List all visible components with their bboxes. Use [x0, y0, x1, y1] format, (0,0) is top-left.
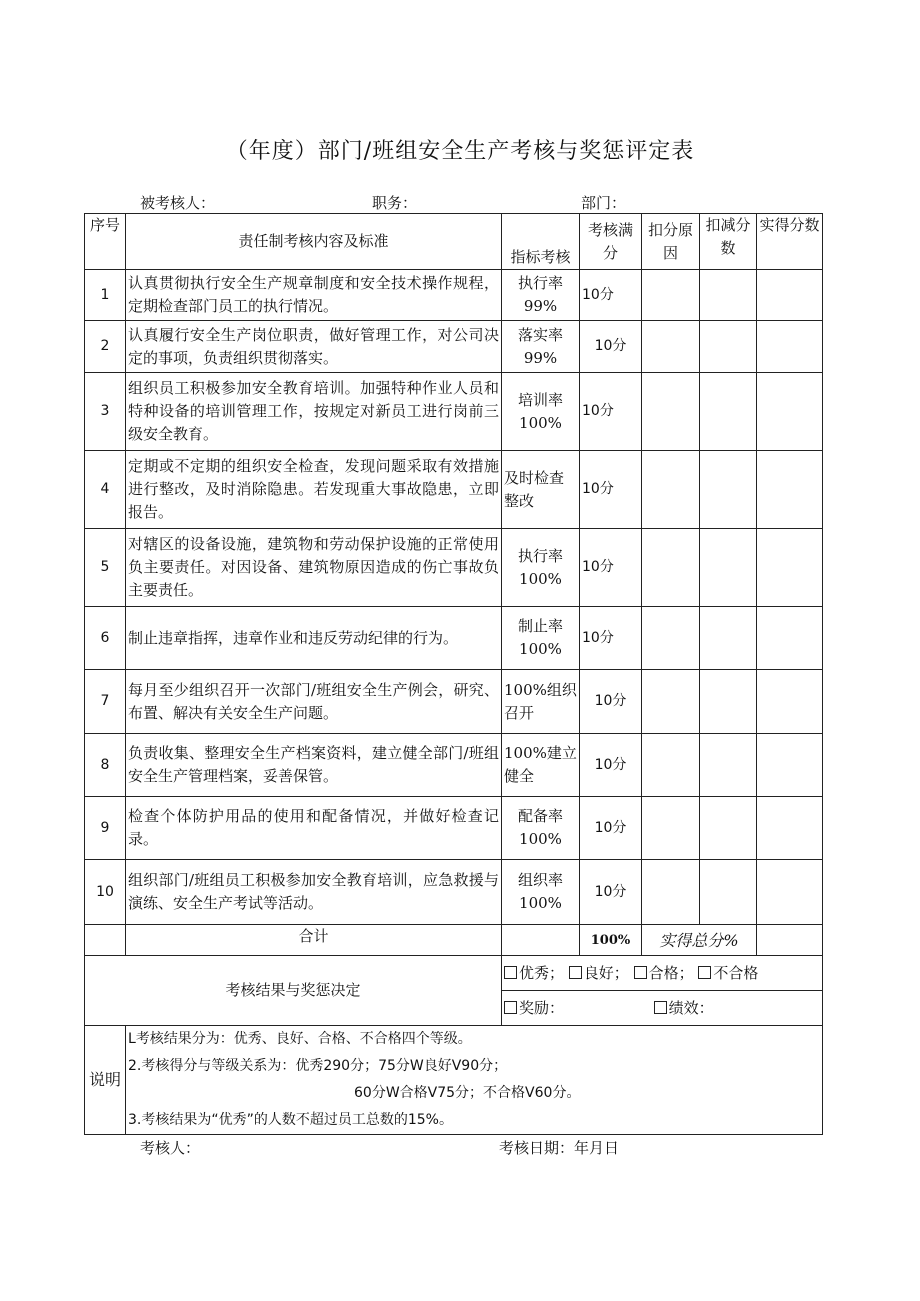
- table-row: [85, 670, 823, 734]
- row-number: 6: [85, 607, 126, 670]
- row-actual-score[interactable]: [757, 797, 823, 860]
- table-row: [85, 734, 823, 797]
- grade-pass-checkbox[interactable]: [634, 966, 647, 979]
- table-row: [85, 321, 823, 373]
- header-indicator: 指标考核: [502, 214, 580, 270]
- row-actual-score[interactable]: [757, 734, 823, 797]
- row-full-score: 10分: [580, 670, 642, 734]
- examiner-label: 考核人：: [140, 1139, 201, 1157]
- row-content: 制止违章指挥，违章作业和违反劳动纪律的行为。: [126, 607, 502, 670]
- row-indicator: 及时检查整改: [502, 451, 580, 529]
- row-actual-score[interactable]: [757, 670, 823, 734]
- grade-fail-checkbox[interactable]: [698, 966, 711, 979]
- row-content: 认真贯彻执行安全生产规章制度和安全技术操作规程，定期检查部门员工的执行情况。: [126, 270, 502, 321]
- row-content: 检查个体防护用品的使用和配备情况，并做好检查记录。: [126, 797, 502, 860]
- table-row: [85, 860, 823, 925]
- row-deduct-score[interactable]: [700, 797, 757, 860]
- row-content: 组织部门/班组员工积极参加安全教育培训，应急救援与演练、安全生产考试等活动。: [126, 860, 502, 925]
- row-indicator: 培训率100%: [502, 373, 580, 451]
- grade-good-checkbox[interactable]: [569, 966, 582, 979]
- total-full-score: 100%: [580, 925, 642, 956]
- row-number: 9: [85, 797, 126, 860]
- note-line-3: 60分W合格V75分；不合格V60分。: [354, 1085, 581, 1101]
- footer: [84, 1137, 822, 1159]
- performance-label: 绩效：: [668, 998, 714, 1017]
- row-deduct-reason[interactable]: [642, 607, 700, 670]
- header-full-score: 考核满分: [580, 214, 642, 270]
- reward-checkbox[interactable]: [504, 1001, 517, 1014]
- examinee-label: 被考核人：: [140, 194, 216, 212]
- reward-label: 奖励：: [519, 998, 565, 1017]
- row-indicator: 配备率100%: [502, 797, 580, 860]
- row-actual-score[interactable]: [757, 607, 823, 670]
- row-number: 5: [85, 529, 126, 607]
- row-full-score: 10分: [580, 529, 642, 607]
- row-deduct-score[interactable]: [700, 670, 757, 734]
- notes-row: [85, 1026, 823, 1135]
- total-blank-cell[interactable]: [757, 925, 823, 956]
- table-row: [85, 797, 823, 860]
- reward-options: [502, 991, 823, 1026]
- result-label: 考核结果与奖惩决定: [85, 956, 502, 1026]
- position-label: 职务：: [372, 194, 418, 212]
- row-actual-score[interactable]: [757, 373, 823, 451]
- row-full-score: 10分: [580, 607, 642, 670]
- row-deduct-score[interactable]: [700, 373, 757, 451]
- row-content: 定期或不定期的组织安全检查，发现问题采取有效措施进行整改，及时消除隐患。若发现重大事故隐患，立即报告。: [126, 451, 502, 529]
- row-indicator: 落实率99%: [502, 321, 580, 373]
- table-row: [85, 270, 823, 321]
- table-row: [85, 373, 823, 451]
- grade-excellent-label: 优秀；: [519, 963, 565, 982]
- row-deduct-score[interactable]: [700, 607, 757, 670]
- row-deduct-score[interactable]: [700, 860, 757, 925]
- row-deduct-reason[interactable]: [642, 529, 700, 607]
- row-number: 7: [85, 670, 126, 734]
- total-label: 合计: [126, 925, 502, 956]
- row-deduct-score[interactable]: [700, 734, 757, 797]
- row-actual-score[interactable]: [757, 321, 823, 373]
- grade-fail-label: 不合格: [713, 963, 759, 982]
- header-actual-score: 实得分数: [757, 214, 823, 270]
- notes-label: 说明: [85, 1026, 126, 1135]
- row-content: 每月至少组织召开一次部门/班组安全生产例会，研究、布置、解决有关安全生产问题。: [126, 670, 502, 734]
- row-deduct-score[interactable]: [700, 321, 757, 373]
- row-deduct-reason[interactable]: [642, 321, 700, 373]
- row-full-score: 10分: [580, 270, 642, 321]
- row-number: 10: [85, 860, 126, 925]
- row-actual-score[interactable]: [757, 270, 823, 321]
- grade-options: [502, 956, 823, 991]
- row-content: 对辖区的设备设施，建筑物和劳动保护设施的正常使用负主要责任。对因设备、建筑物原因造成的伤亡事故负主要责任。: [126, 529, 502, 607]
- department-label: 部门：: [581, 194, 627, 212]
- row-number: 2: [85, 321, 126, 373]
- row-full-score: 10分: [580, 797, 642, 860]
- note-line-4: 3.考核结果为“优秀”的人数不超过员工总数的15%。: [128, 1112, 453, 1128]
- total-indicator-cell: [502, 925, 580, 956]
- date-label: 考核日期：年月日: [499, 1139, 620, 1157]
- info-line: [84, 192, 822, 214]
- row-full-score: 10分: [580, 321, 642, 373]
- row-deduct-score[interactable]: [700, 529, 757, 607]
- row-deduct-reason[interactable]: [642, 451, 700, 529]
- row-indicator: 100%建立健全: [502, 734, 580, 797]
- table-row: [85, 529, 823, 607]
- row-deduct-reason[interactable]: [642, 670, 700, 734]
- row-deduct-score[interactable]: [700, 451, 757, 529]
- row-deduct-reason[interactable]: [642, 734, 700, 797]
- row-actual-score[interactable]: [757, 860, 823, 925]
- header-row: [85, 214, 823, 270]
- row-full-score: 10分: [580, 373, 642, 451]
- table-row: [85, 607, 823, 670]
- row-number: 1: [85, 270, 126, 321]
- row-content: 负责收集、整理安全生产档案资料，建立健全部门/班组安全生产管理档案，妥善保管。: [126, 734, 502, 797]
- header-deduct-score: 扣减分数: [700, 214, 757, 270]
- row-deduct-score[interactable]: [700, 270, 757, 321]
- row-number: 8: [85, 734, 126, 797]
- row-number: 3: [85, 373, 126, 451]
- row-deduct-reason[interactable]: [642, 373, 700, 451]
- performance-checkbox[interactable]: [654, 1001, 667, 1014]
- total-empty-cell: [85, 925, 126, 956]
- grade-excellent-checkbox[interactable]: [504, 966, 517, 979]
- header-content: 责任制考核内容及标准: [126, 214, 502, 270]
- row-full-score: 10分: [580, 860, 642, 925]
- note-line-2: 2.考核得分与等级关系为：优秀290分；75分W良好V90分；: [128, 1058, 508, 1074]
- row-actual-score[interactable]: [757, 451, 823, 529]
- row-indicator: 执行率99%: [502, 270, 580, 321]
- row-full-score: 10分: [580, 451, 642, 529]
- row-indicator: 执行率100%: [502, 529, 580, 607]
- result-row-grades: [85, 956, 823, 991]
- table-row: [85, 451, 823, 529]
- row-full-score: 10分: [580, 734, 642, 797]
- row-deduct-reason[interactable]: [642, 797, 700, 860]
- row-deduct-reason[interactable]: [642, 860, 700, 925]
- notes-content: [126, 1026, 823, 1135]
- note-line-1: L考核结果分为：优秀、良好、合格、不合格四个等级。: [128, 1031, 472, 1047]
- row-deduct-reason[interactable]: [642, 270, 700, 321]
- row-indicator: 制止率100%: [502, 607, 580, 670]
- total-actual-score: 实得总分%: [642, 925, 757, 956]
- grade-pass-label: 合格；: [648, 963, 694, 982]
- row-indicator: 组织率100%: [502, 860, 580, 925]
- grade-good-label: 良好；: [583, 963, 629, 982]
- row-number: 4: [85, 451, 126, 529]
- header-deduct-reason: 扣分原因: [642, 214, 700, 270]
- row-content: 认真履行安全生产岗位职责，做好管理工作，对公司决定的事项，负责组织贯彻落实。: [126, 321, 502, 373]
- row-actual-score[interactable]: [757, 529, 823, 607]
- row-indicator: 100%组织召开: [502, 670, 580, 734]
- assessment-table: [84, 213, 823, 1135]
- row-content: 组织员工积极参加安全教育培训。加强特种作业人员和特种设备的培训管理工作，按规定对新员工进行岗前三级安全教育。: [126, 373, 502, 451]
- page-title: （年度）部门/班组安全生产考核与奖惩评定表: [225, 139, 695, 164]
- header-seq: 序号: [85, 214, 126, 270]
- total-row: [85, 925, 823, 956]
